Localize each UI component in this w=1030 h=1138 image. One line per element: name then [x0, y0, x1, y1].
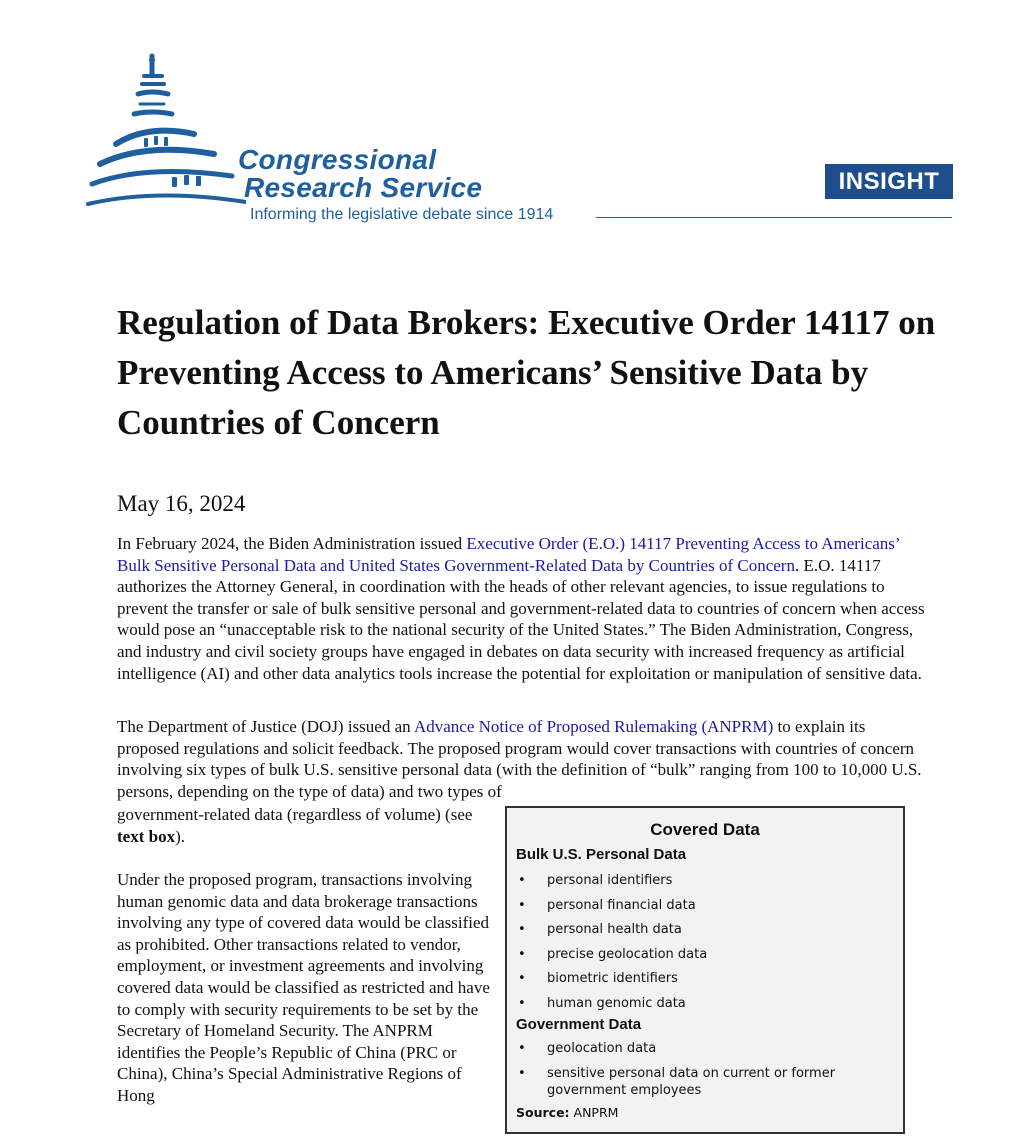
bullet-icon: •: [518, 971, 526, 986]
logo-tagline: Informing the legislative debate since 1914: [250, 206, 554, 223]
paragraph-doj: [117, 716, 929, 802]
list-item-text: precise geolocation data: [547, 946, 708, 962]
paragraph-intro: [117, 533, 929, 684]
insight-badge: INSIGHT: [825, 164, 953, 199]
source-label: Source:: [516, 1105, 570, 1120]
list-item-text: geolocation data: [547, 1041, 657, 1056]
anprm-link[interactable]: Advance Notice of Proposed Rulemaking (ANPRM): [413, 717, 774, 736]
list-item-text: human genomic data: [547, 995, 686, 1011]
publication-date: May 16, 2024: [117, 491, 246, 516]
header-divider: [596, 217, 952, 218]
text-box-title: Covered Data: [650, 820, 760, 839]
list-item-text: biometric identifiers: [547, 971, 678, 986]
list-item-text: personal health data: [547, 922, 682, 937]
paragraph-proposed-program: Under the proposed program, transactions involving human genomic data and data brokerage transactions involving any type of covered data would be classified as prohibited. Other transactions related to vendor, employment, or investment agreements and involving covered data would be classified as restricted and have to comply with security requirements to be set by the Secretary of Homeland Security. The ANPRM identifies the People’s Republic of China (PRC or China), China’s Special Administrative Regions of Hong: [117, 870, 490, 1105]
source-note: [516, 1105, 618, 1120]
paragraph-text: ).: [175, 826, 185, 846]
source-value: ANPRM: [573, 1105, 619, 1120]
capitol-dome-logo-icon: [86, 52, 246, 222]
list-item: [516, 872, 707, 897]
page-title: Regulation of Data Brokers: Executive Order 14117 on Preventing Access to Americans’ Sensitive Data by Countries of Concern: [117, 303, 936, 442]
list-item-text: sensitive personal data on current or former government employees: [547, 1065, 836, 1098]
bullet-icon: •: [518, 873, 526, 888]
logo-title-line2: Research Service: [244, 172, 483, 203]
text-box-reference: text box: [117, 826, 176, 846]
paragraph-text: to explain its proposed regulations and solicit feedback. The proposed program would cover transactions with countries of concern involving six types of bulk U.S. sensitive personal data (with the definition of “bulk” ranging from 100 to 10,000 U.S. persons, depending on the type of data) and two types of: [117, 717, 922, 801]
paragraph-doj-continued: [117, 804, 497, 847]
government-data-heading: Government Data: [516, 1016, 642, 1033]
list-item: [516, 970, 707, 995]
list-item-text: personal financial data: [547, 897, 696, 913]
bulk-personal-data-heading: Bulk U.S. Personal Data: [516, 846, 687, 863]
bullet-icon: •: [518, 995, 526, 1011]
bullet-icon: •: [518, 1041, 526, 1056]
paragraph-text: In February 2024, the Biden Administration issued: [117, 534, 467, 553]
list-item-text: personal identifiers: [547, 873, 673, 888]
list-item: [516, 1040, 847, 1065]
bullet-icon: •: [518, 1065, 526, 1081]
list-item: [516, 1065, 847, 1099]
bullet-icon: •: [518, 897, 526, 913]
paragraph-text: The Department of Justice (DOJ) issued an: [117, 717, 414, 736]
list-item: [516, 897, 707, 922]
list-item: [516, 946, 707, 971]
logo-title-line1: Congressional: [238, 144, 437, 175]
bulk-personal-data-list: [516, 872, 707, 1019]
list-item: [516, 921, 707, 946]
government-data-list: [516, 1040, 847, 1099]
paragraph-text: government-related data (regardless of volume) (see: [117, 805, 473, 824]
paragraph-text: . E.O. 14117 authorizes the Attorney General, in coordination with the heads of other relevant agencies, to issue regulations to prevent the transfer or sale of bulk sensitive personal and government-related data to countries of concern when access would pose an “unacceptable risk to the national security of the United States.” The Biden Administration, Congress, and industry and civil society groups have engaged in debates on data security with increased frequency as artificial intelligence (AI) and other data analytics tools increase the potential for exploitation or manipulation of sensitive data.: [117, 555, 925, 683]
covered-data-text-box: [505, 806, 905, 1134]
bullet-icon: •: [518, 946, 526, 962]
bullet-icon: •: [518, 922, 526, 937]
executive-order-link[interactable]: Executive Order (E.O.) 14117 Preventing Access to Americans’ Bulk Sensitive Personal Data and United States Government-Related Data by Countries of Concern: [117, 534, 900, 575]
